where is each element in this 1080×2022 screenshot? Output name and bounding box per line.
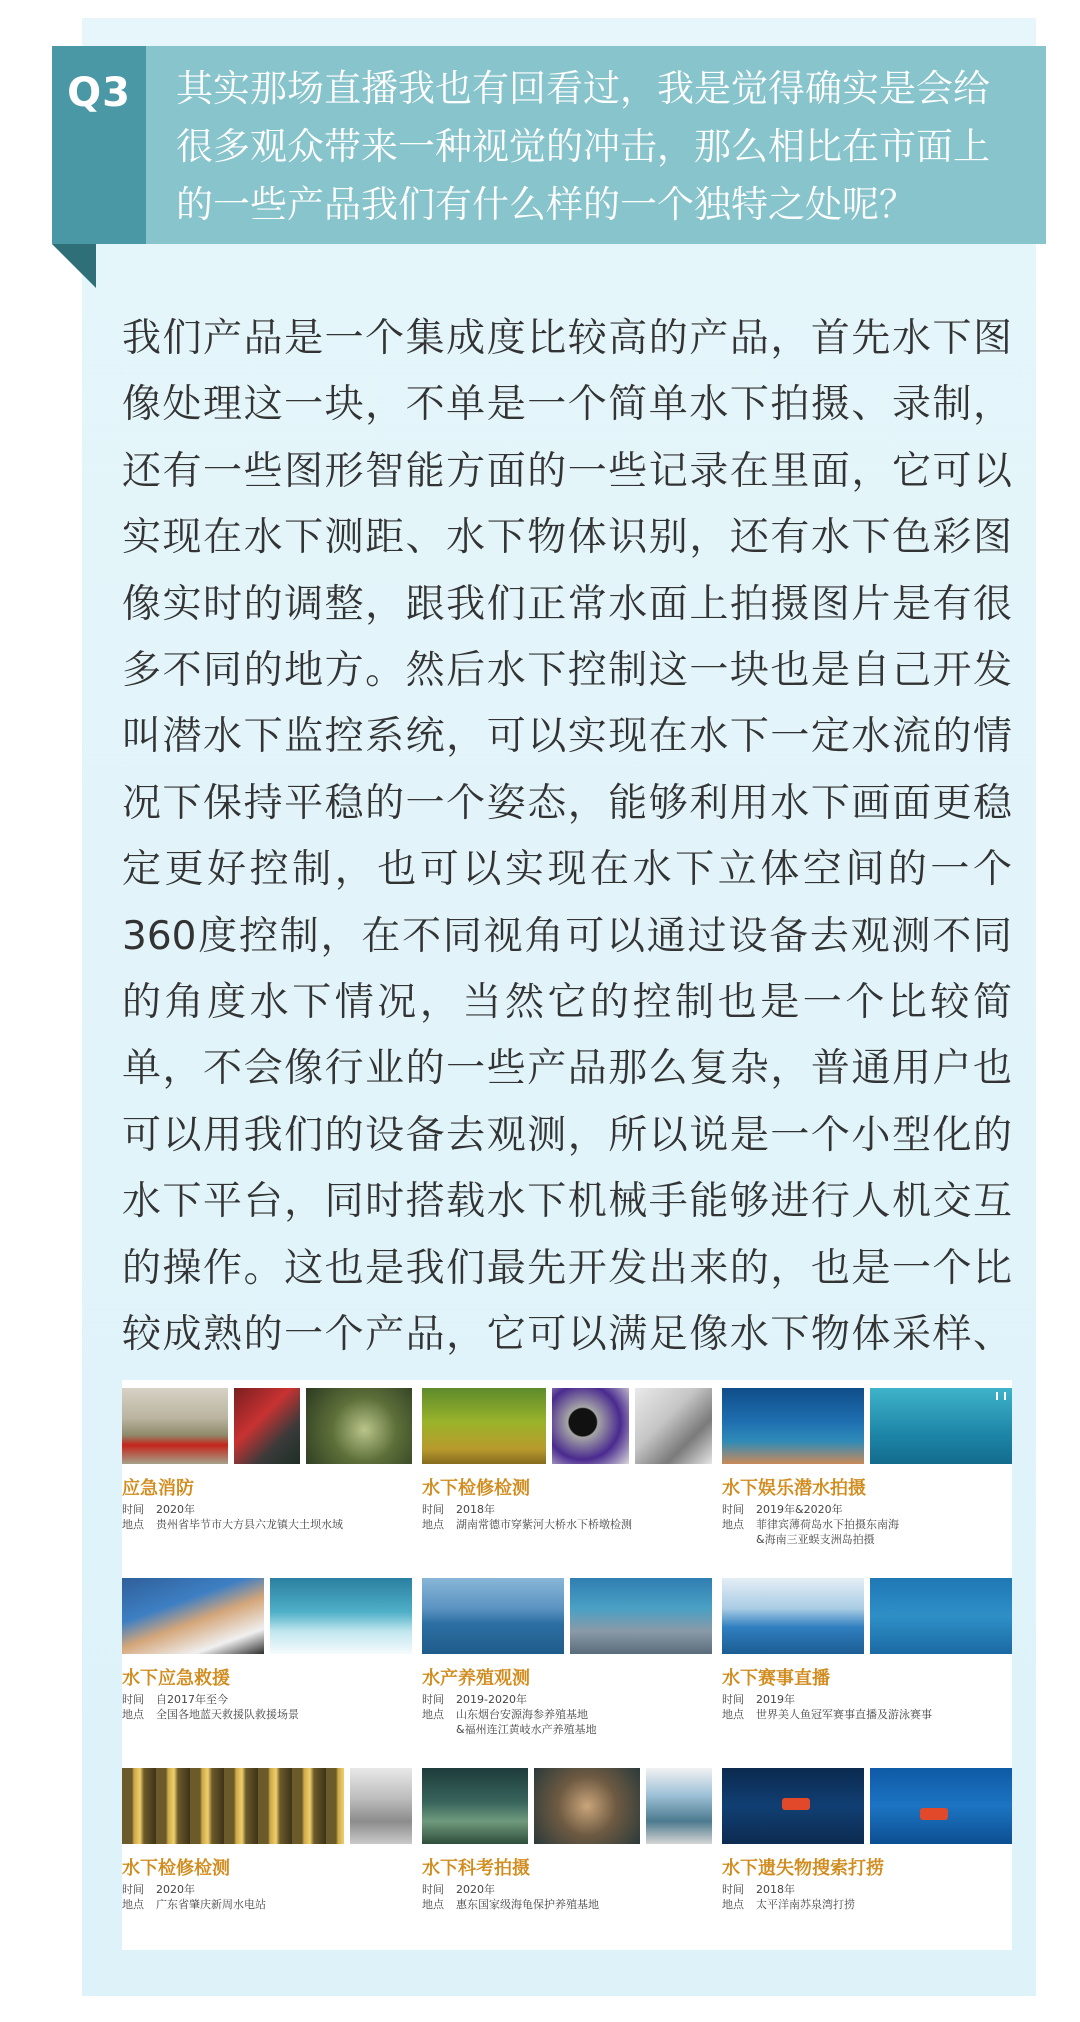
scenario-photo — [870, 1388, 1012, 1464]
place-label: 地点 — [422, 1898, 444, 1911]
scenario-photo — [722, 1388, 864, 1464]
scenario-photo — [722, 1578, 864, 1654]
scenario-card — [122, 1380, 412, 1570]
time-value: 2019年 — [756, 1693, 795, 1706]
scenario-photo — [646, 1768, 712, 1844]
scenario-title: 水下娱乐潜水拍摄 — [722, 1478, 866, 1499]
underwater-drone-icon — [782, 1798, 810, 1810]
place-label: 地点 — [422, 1518, 444, 1531]
scenario-photo — [422, 1388, 546, 1464]
scenario-time — [422, 1692, 712, 1707]
place-value-continued: &福州连江黄岐水产养殖基地 — [456, 1723, 597, 1736]
scenario-photo — [870, 1578, 1012, 1654]
scenario-place — [722, 1897, 1012, 1912]
time-value: 2018年 — [756, 1883, 795, 1896]
place-value: 山东烟台安源海参养殖基地 — [456, 1708, 588, 1721]
scenario-card — [422, 1380, 712, 1570]
time-label: 时间 — [122, 1883, 144, 1896]
scenario-title: 水产养殖观测 — [422, 1668, 530, 1689]
scenario-title: 应急消防 — [122, 1478, 194, 1499]
place-value: 世界美人鱼冠军赛事直播及游泳赛事 — [756, 1708, 932, 1721]
time-label: 时间 — [722, 1883, 744, 1896]
scenario-thumbnails — [722, 1578, 1012, 1654]
scenario-thumbnails — [422, 1388, 712, 1464]
scenario-title: 水下检修检测 — [122, 1858, 230, 1879]
scenario-card — [722, 1570, 1012, 1760]
scenario-card — [122, 1760, 412, 1950]
place-label: 地点 — [122, 1518, 144, 1531]
scenario-time — [122, 1692, 412, 1707]
place-label: 地点 — [722, 1518, 744, 1531]
place-value-continued: &海南三亚蜈支洲岛拍摄 — [756, 1533, 875, 1546]
scenario-card — [422, 1570, 712, 1760]
scenario-time — [422, 1882, 712, 1897]
place-value: 惠东国家级海龟保护养殖基地 — [456, 1898, 599, 1911]
pause-icon — [996, 1392, 1006, 1400]
question-text: 其实那场直播我也有回看过，我是觉得确实是会给很多观众带来一种视觉的冲击，那么相比在市面上的一些产品我们有什么样的一个独特之处呢？ — [146, 46, 1046, 244]
scenario-title: 水下遗失物搜索打捞 — [722, 1858, 884, 1879]
scenario-photo — [422, 1578, 564, 1654]
place-label: 地点 — [722, 1708, 744, 1721]
place-value: 湖南常德市穿紫河大桥水下桥墩检测 — [456, 1518, 632, 1531]
time-value: 2019年&2020年 — [756, 1503, 843, 1516]
header-fold-corner — [52, 244, 96, 288]
question-tag: Q3 — [52, 46, 146, 244]
scenario-time — [122, 1882, 412, 1897]
scenario-time — [722, 1882, 1012, 1897]
place-value: 菲律宾薄荷岛水下拍摄东南海 — [756, 1518, 899, 1531]
scenario-photo — [570, 1578, 712, 1654]
scenario-time — [722, 1502, 1012, 1517]
answer-paragraph: 我们产品是一个集成度比较高的产品，首先水下图像处理这一块，不单是一个简单水下拍摄、录制，还有一些图形智能方面的一些记录在里面，它可以实现在水下测距、水下物体识别，还有水下色彩图像实时的调整，跟我们正常水面上拍摄图片是有很多不同的地方。然后水下控制这一块也是自己开发叫潜水下监控系统，可以实现在水下一定水流的情况下保持平稳的一个姿态，能够利用水下画面更稳定更好控制，也可以实现在水下立体空间的一个360度控制，在不同视角可以通过设备去观测不同的角度水下情况，当然它的控制也是一个比较简单，不会像行业的一些产品那么复杂，普通用户也可以用我们的设备去观测，所以说是一个小型化的水下平台，同时搭载水下机械手能够进行人机交互的操作。这也是我们最先开发出来的，也是一个比较成熟的一个产品，它可以满足像水下物体采样、 — [122, 316, 1012, 1358]
scenario-thumbnails — [722, 1388, 1012, 1464]
time-label: 时间 — [422, 1503, 444, 1516]
scenario-photo — [306, 1388, 412, 1464]
scenario-card — [422, 1760, 712, 1950]
scenario-thumbnails — [422, 1578, 712, 1654]
time-value: 2020年 — [456, 1883, 495, 1896]
scenario-place — [122, 1707, 412, 1722]
scenario-title: 水下检修检测 — [422, 1478, 530, 1499]
place-value: 全国各地蓝天救援队救援场景 — [156, 1708, 299, 1721]
scenario-thumbnails — [122, 1578, 412, 1654]
time-label: 时间 — [122, 1693, 144, 1706]
place-label: 地点 — [422, 1708, 444, 1721]
scenario-card — [722, 1760, 1012, 1950]
place-label: 地点 — [122, 1898, 144, 1911]
scenario-place — [722, 1517, 1012, 1532]
scenario-photo — [870, 1768, 1012, 1844]
application-scenarios-grid — [122, 1380, 1012, 1950]
scenario-title: 水下科考拍摄 — [422, 1858, 530, 1879]
time-label: 时间 — [722, 1503, 744, 1516]
scenario-place — [122, 1517, 412, 1532]
scenario-time — [722, 1692, 1012, 1707]
place-value: 贵州省毕节市大方县六龙镇大土坝水域 — [156, 1518, 343, 1531]
scenario-place — [422, 1517, 712, 1532]
time-value: 自2017年至今 — [156, 1693, 228, 1706]
scenario-thumbnails — [122, 1768, 412, 1844]
scenario-time — [422, 1502, 712, 1517]
place-label: 地点 — [122, 1708, 144, 1721]
time-value: 2018年 — [456, 1503, 495, 1516]
time-label: 时间 — [422, 1693, 444, 1706]
scenario-thumbnails — [722, 1768, 1012, 1844]
scenario-photo — [122, 1388, 228, 1464]
scenario-photo — [552, 1388, 629, 1464]
scenario-photo — [422, 1768, 528, 1844]
scenario-title: 水下应急救援 — [122, 1668, 230, 1689]
scenario-photo — [122, 1578, 264, 1654]
place-label: 地点 — [722, 1898, 744, 1911]
place-value: 广东省肇庆新周水电站 — [156, 1898, 266, 1911]
scenario-place — [122, 1897, 412, 1912]
time-label: 时间 — [422, 1883, 444, 1896]
scenario-thumbnails — [122, 1388, 412, 1464]
scenario-place — [422, 1707, 712, 1722]
time-value: 2020年 — [156, 1503, 195, 1516]
scenario-time — [122, 1502, 412, 1517]
scenario-photo — [270, 1578, 412, 1654]
scenario-place — [722, 1707, 1012, 1722]
scenario-photo — [534, 1768, 640, 1844]
scenario-photo — [722, 1768, 864, 1844]
question-header — [52, 46, 1046, 244]
scenario-card — [722, 1380, 1012, 1570]
time-value: 2019-2020年 — [456, 1693, 527, 1706]
scenario-photo — [122, 1768, 344, 1844]
scenario-photo — [350, 1768, 412, 1844]
scenario-place — [422, 1897, 712, 1912]
scenario-card — [122, 1570, 412, 1760]
scenario-thumbnails — [422, 1768, 712, 1844]
scenario-photo — [635, 1388, 712, 1464]
time-value: 2020年 — [156, 1883, 195, 1896]
scenario-title: 水下赛事直播 — [722, 1668, 830, 1689]
time-label: 时间 — [122, 1503, 144, 1516]
place-value: 太平洋南苏泉湾打捞 — [756, 1898, 855, 1911]
time-label: 时间 — [722, 1693, 744, 1706]
scenario-photo — [234, 1388, 300, 1464]
underwater-drone-icon — [920, 1808, 948, 1820]
